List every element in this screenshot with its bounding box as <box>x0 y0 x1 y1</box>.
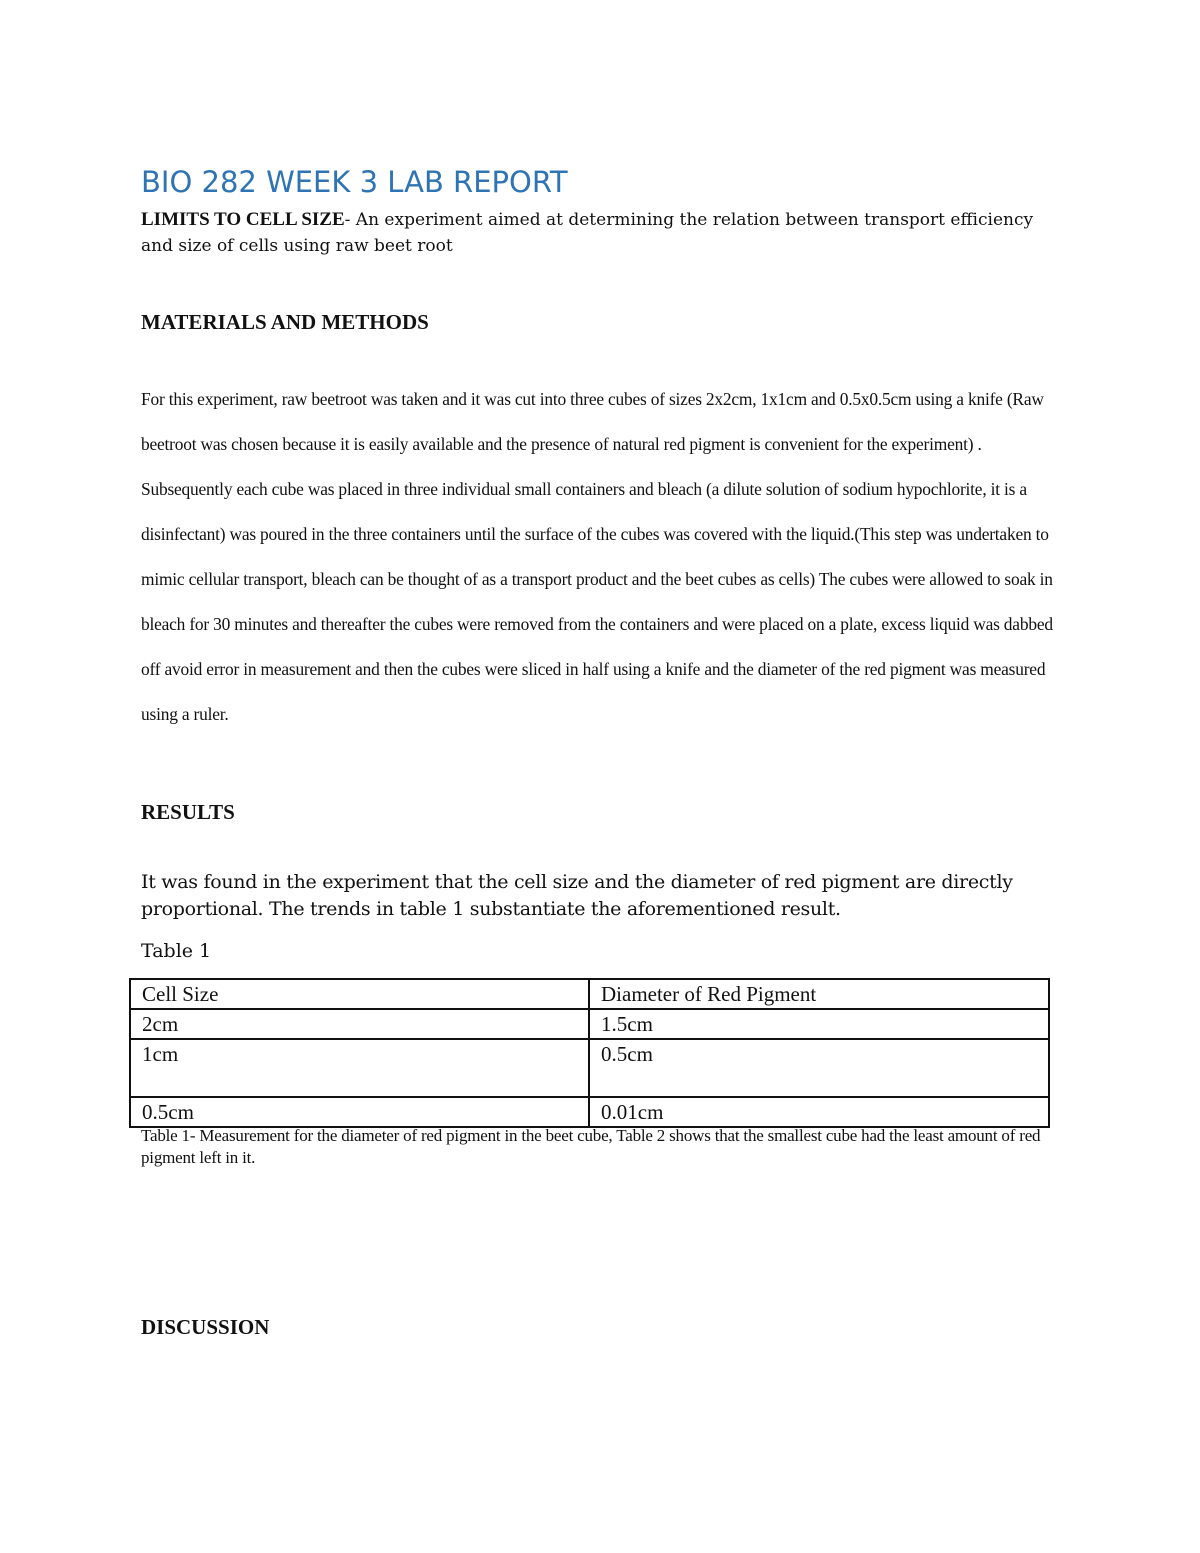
table-header-row <box>130 979 1049 1009</box>
header-diameter: Diameter of Red Pigment <box>589 979 1049 1009</box>
discussion-heading: DISCUSSION <box>141 1315 270 1339</box>
subtitle-description: - An experiment aimed at determining the relation between transport efficiency and size of cells using raw beet root <box>141 210 1034 256</box>
materials-methods-heading: MATERIALS AND METHODS <box>141 310 429 334</box>
report-subtitle <box>141 207 1041 259</box>
subtitle-topic: LIMITS TO CELL SIZE <box>141 209 345 230</box>
materials-methods-body: For this experiment, raw beetroot was taken and it was cut into three cubes of sizes 2x2cm, 1x1cm and 0.5x0.5cm using a knife (Raw beetroot was chosen because it is easily available and the presence of natural red pigment is convenient for the experiment) . Subsequently each cube was placed in three individual small containers and bleach (a dilute solution of sodium hypochlorite, it is a disinfectant) was poured in the three containers until the surface of the cubes was covered with the liquid.(This step was undertaken to mimic cellular transport, bleach can be thought of as a transport product and the beet cubes as cells) The cubes were allowed to soak in bleach for 30 minutes and thereafter the cubes were removed from the containers and were placed on a plate, excess liquid was dabbed off avoid error in measurement and then the cubes were sliced in half using a knife and the diameter of the red pigment was measured using a ruler. <box>141 389 1053 724</box>
table-row <box>130 1039 1049 1097</box>
cell-size-value: 2cm <box>130 1009 589 1039</box>
diameter-value: 0.5cm <box>589 1039 1049 1097</box>
cell-size-value: 1cm <box>130 1039 589 1097</box>
table-label: Table 1 <box>141 940 212 962</box>
diameter-value: 1.5cm <box>589 1009 1049 1039</box>
table-row <box>130 1097 1049 1127</box>
results-table <box>129 978 1050 1128</box>
table-row <box>130 1009 1049 1039</box>
table-caption: Table 1- Measurement for the diameter of red pigment in the beet cube, Table 2 shows that the smallest cube had the least amount of red pigment left in it. <box>141 1126 1041 1167</box>
header-cell-size: Cell Size <box>130 979 589 1009</box>
document-title: BIO 282 WEEK 3 LAB REPORT <box>141 165 568 199</box>
results-body: It was found in the experiment that the cell size and the diameter of red pigment are directly proportional. The trends in table 1 substantiate the aforementioned result. <box>141 871 1013 920</box>
cell-size-value: 0.5cm <box>130 1097 589 1127</box>
diameter-value: 0.01cm <box>589 1097 1049 1127</box>
results-heading: RESULTS <box>141 800 235 824</box>
